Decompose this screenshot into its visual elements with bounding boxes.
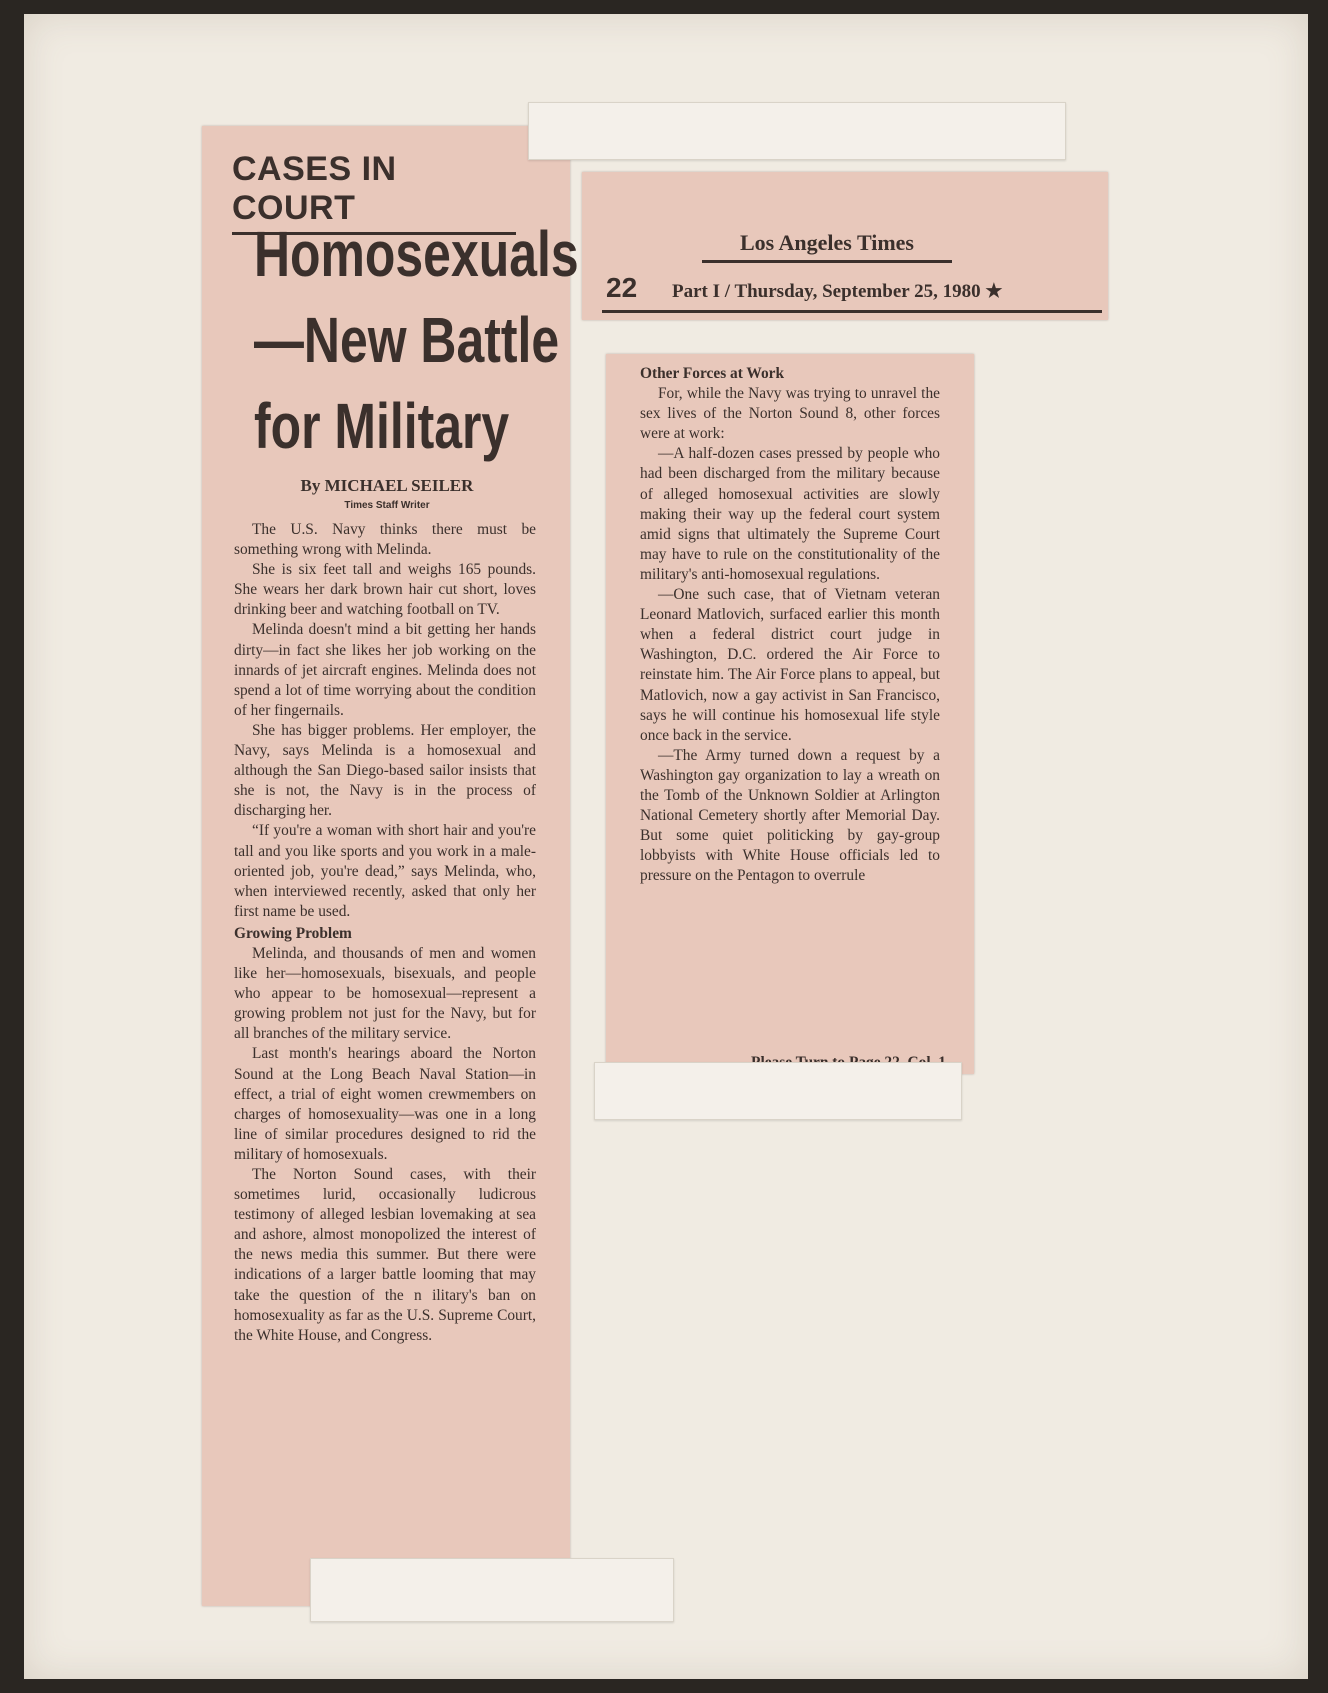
- headline: [254, 211, 579, 469]
- paragraph: “If you're a woman with short hair and you're tall and you like sports and you work in a male-oriented job, you're dead,” says Melinda, who, when interviewed recently, asked that only her first name be used.: [234, 822, 536, 920]
- tape-strip-middle: [594, 1062, 962, 1120]
- tape-strip-top: [528, 102, 1066, 160]
- paragraph: She is six feet tall and weighs 165 pounds. She wears her dark brown hair cut short, loves drinking beer and watching football on TV.: [234, 561, 536, 619]
- article-clipping-right: [606, 354, 974, 1074]
- paragraph: Melinda doesn't mind a bit getting her hands dirty—in fact she likes her job working on the innards of jet aircraft engines. Melinda does not spend a lot of time worrying about the condition of her fingernails.: [234, 621, 536, 719]
- paragraph: For, while the Navy was trying to unravel the sex lives of the Norton Sound 8, other forces were at work:: [640, 385, 940, 443]
- tape-strip-bottom: [310, 1558, 674, 1622]
- scrapbook-page: [24, 14, 1308, 1679]
- headline-line-1: Homosexuals: [254, 218, 579, 290]
- headline-line-2: —New Battle: [254, 304, 560, 376]
- dateline: Part I / Thursday, September 25, 1980 ★: [672, 281, 1003, 302]
- article-body-left: [234, 520, 536, 1346]
- section-kicker: CASES IN COURT: [232, 150, 516, 235]
- masthead-clipping: [582, 172, 1108, 320]
- article-clipping-left: [202, 126, 579, 1606]
- article-body-right: [640, 362, 940, 886]
- newspaper-name: Los Angeles Times: [702, 230, 952, 263]
- byline-title: Times Staff Writer: [344, 500, 430, 511]
- paragraph: —A half-dozen cases pressed by people who had been discharged from the military because of alleged homosexual activities are slowly making their way up the federal court system amid signs that ultimately the Supreme Court may have to rule on the constitutionality of the military's anti-homosexual regulations.: [640, 445, 940, 583]
- byline: By MICHAEL SEILER: [300, 476, 474, 495]
- paragraph: Last month's hearings aboard the Norton Sound at the Long Beach Naval Station—in effect, a trial of eight women crewmembers on charges of homosexuality—was one in a long line of similar procedures designed to rid the military of homosexuals.: [234, 1045, 536, 1163]
- paragraph: —The Army turned down a request by a Washington gay organization to lay a wreath on the Tomb of the Unknown Soldier at Arlington National Cemetery shortly after Memorial Day. But some quiet politicking by gay-group lobbyists with White House officials led to pressure on the Pentagon to overrule: [640, 746, 940, 885]
- paragraph: Melinda, and thousands of men and women like her—homosexuals, bisexuals, and people who appear to be homosexual—represent a growing problem not just for the Navy, but for all branches of the military service.: [234, 944, 536, 1043]
- paragraph: —One such case, that of Vietnam veteran Leonard Matlovich, surfaced earlier this month when a federal district court judge in Washington, D.C. ordered the Air Force to reinstate him. The Air Force plans to appeal, but Matlovich, now a gay activist in San Francisco, says he will continue his homosexual life style once back in the service.: [640, 586, 940, 744]
- paragraph: The Norton Sound cases, with their sometimes lurid, occasionally ludicrous testimony of alleged lesbian lovemaking at sea and ashore, almost monopolized the interest of the news media this summer. But there were indications of a larger battle looming that may take the question of the n ilitary's ban on homosexuality as far as the U.S. Supreme Court, the White House, and Congress.: [234, 1166, 536, 1344]
- subhead-other-forces: Other Forces at Work: [640, 365, 785, 382]
- paragraph: The U.S. Navy thinks there must be something wrong with Melinda.: [234, 521, 536, 559]
- masthead-rule: [602, 310, 1102, 313]
- page-number: 22: [606, 272, 638, 303]
- headline-line-3: for Military: [254, 390, 510, 462]
- paragraph: She has bigger problems. Her employer, the Navy, says Melinda is a homosexual and although the San Diego-based sailor insists that she is not, the Navy is in the process of discharging her.: [234, 721, 536, 820]
- subhead-growing-problem: Growing Problem: [234, 924, 352, 942]
